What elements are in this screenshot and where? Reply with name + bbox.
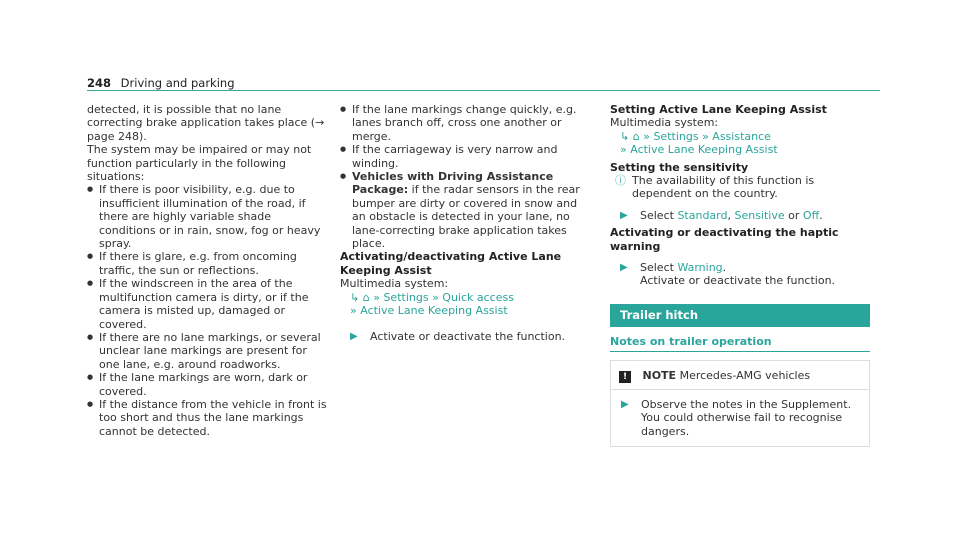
- exclamation-icon: !: [619, 371, 631, 383]
- double-chevron-icon: »: [702, 129, 709, 143]
- return-arrow-icon: ↳: [350, 290, 360, 304]
- page-header: [87, 76, 235, 90]
- nav-path-line2: [610, 143, 870, 156]
- option-off[interactable]: Off: [802, 208, 820, 222]
- nav-path: [340, 291, 590, 304]
- tip-text: The availability of this function is dependent on the country.: [632, 174, 815, 201]
- double-chevron-icon: »: [350, 304, 357, 318]
- bullet-item: ● If the lane markings are worn, dark or covered.: [87, 371, 327, 398]
- select-word: Select: [640, 261, 674, 275]
- double-chevron-icon: »: [432, 290, 439, 304]
- bullet-item: ● If there is glare, e.g. from oncoming traffic, the sun or reflections.: [87, 250, 327, 277]
- info-icon: ⓘ: [615, 174, 626, 188]
- bullet-bold-title: Vehicles with Driving Assistance Package:: [352, 170, 554, 197]
- bullet-item: ● If there is poor visibility, e.g. due to insufficient illumination of the road, if there are highly variable shade conditions or in rain, snow, fog or heavy spray.: [87, 183, 327, 250]
- option-sensitive[interactable]: Sensitive: [734, 208, 785, 222]
- double-chevron-icon: »: [643, 129, 650, 143]
- nav-path-line2: [340, 304, 590, 317]
- column-1: [87, 103, 327, 438]
- double-chevron-icon: »: [373, 290, 380, 304]
- bullet-text: if the radar sensors in the rear bumper are dirty or covered in snow and an obstacle is detected in your lane, no lane-correcting brake application takes place.: [352, 183, 580, 251]
- home-icon[interactable]: ⌂: [632, 129, 640, 143]
- step-text: Activate or deactivate the function.: [640, 274, 836, 288]
- info-tip: [610, 174, 870, 201]
- instruction-step: ▶ Activate or deactivate the function.: [340, 330, 590, 343]
- bullet-item: ● If there are no lane markings, or several unclear lane markings are present for one lane, e.g. around roadworks.: [87, 331, 327, 371]
- nav-alka-link[interactable]: Active Lane Keeping Assist: [630, 143, 778, 157]
- nav-path: [610, 130, 870, 143]
- home-icon[interactable]: ⌂: [362, 290, 370, 304]
- column-2: [340, 103, 590, 343]
- trailer-subheading: Notes on trailer operation: [610, 327, 870, 351]
- section-heading: Setting Active Lane Keeping Assist: [610, 103, 827, 116]
- instruction-step: ▶ Select Warning. Activate or deactivate the function.: [610, 261, 870, 288]
- intro-paragraph: detected, it is possible that no lane correcting brake application takes place (→ page 248).: [87, 103, 325, 143]
- sensitivity-heading: Setting the sensitivity: [610, 160, 749, 174]
- or-word: or: [788, 208, 800, 222]
- trailer-hitch-bar: Trailer hitch: [610, 304, 870, 327]
- double-chevron-icon: »: [620, 143, 627, 157]
- instruction-step: ▶ Select Standard, Sensitive or Off.: [610, 209, 870, 222]
- note-label: NOTE: [642, 368, 677, 382]
- section-heading: Activating/deactivating Active Lane Keeping Assist: [340, 250, 562, 277]
- multimedia-label: Multimedia system:: [610, 116, 719, 130]
- nav-settings-link[interactable]: Settings: [383, 290, 429, 304]
- note-box: [610, 360, 870, 447]
- note-body: [611, 390, 869, 446]
- header-rule: [87, 90, 880, 91]
- nav-settings-link[interactable]: Settings: [653, 129, 699, 143]
- lead-paragraph: The system may be impaired or may not function particularly in the following situations:: [87, 143, 312, 184]
- bullet-item-driving-assistance: [340, 170, 590, 250]
- nav-assistance-link[interactable]: Assistance: [712, 129, 771, 143]
- bullet-item: ● If the lane markings change quickly, e.g. lanes branch off, cross one another or merge.: [340, 103, 590, 143]
- page-number: 248: [87, 76, 112, 90]
- option-standard[interactable]: Standard: [677, 208, 728, 222]
- bullet-item: ● If the carriageway is very narrow and winding.: [340, 143, 590, 170]
- nav-alka-link[interactable]: Active Lane Keeping Assist: [360, 304, 508, 318]
- bullet-item: ● If the distance from the vehicle in front is too short and thus the lane markings cannot be detected.: [87, 398, 327, 438]
- note-title-row: [611, 361, 869, 390]
- column-3: [610, 103, 870, 447]
- note-step: ▶ Observe the notes in the Supplement. You could otherwise fail to recognise dangers.: [611, 398, 861, 438]
- return-arrow-icon: ↳: [620, 129, 630, 143]
- haptic-heading: Activating or deactivating the haptic warning: [610, 226, 839, 253]
- section-title: Driving and parking: [120, 76, 235, 90]
- select-word: Select: [640, 208, 674, 222]
- bullet-item: ● If the windscreen in the area of the multifunction camera is dirty, or if the camera is misted up, damaged or covered.: [87, 277, 327, 331]
- multimedia-label: Multimedia system:: [340, 277, 449, 291]
- option-warning[interactable]: Warning: [677, 261, 723, 275]
- nav-quick-access-link[interactable]: Quick access: [442, 290, 514, 304]
- note-title: Mercedes-AMG vehicles: [679, 368, 811, 382]
